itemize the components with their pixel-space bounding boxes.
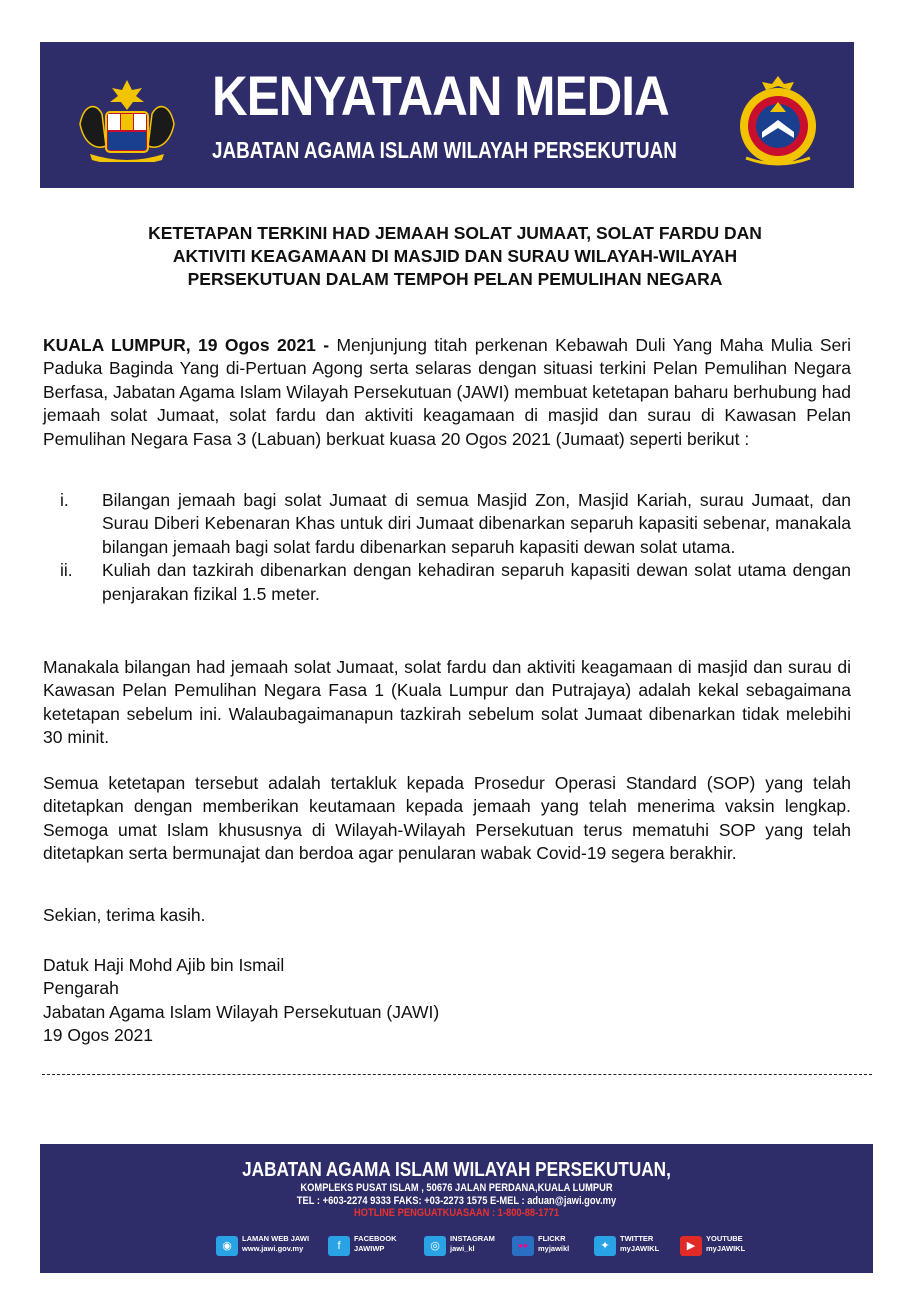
list-item: [43, 489, 851, 559]
list-item: [43, 559, 851, 606]
signatory-organization: Jabatan Agama Islam Wilayah Persekutuan (JAWI): [43, 1001, 440, 1022]
signatory-position: Pengarah: [43, 978, 119, 999]
youtube-icon: ▶: [680, 1236, 702, 1256]
social-links: [216, 1232, 776, 1262]
social-value: myjawikl: [538, 1244, 570, 1253]
footer-hotline: HOTLINE PENGUATKUASAAN : 1-800-88-1771: [353, 1207, 560, 1219]
heading-line: AKTIVITI KEAGAMAAN DI MASJID DAN SURAU WILAYAH-WILAYAH: [172, 246, 738, 266]
list-number: i.: [60, 490, 69, 510]
signatory-name: Datuk Haji Mohd Ajib bin Ismail: [43, 955, 285, 975]
jawi-logo-icon: [736, 72, 820, 168]
header-banner: [40, 42, 854, 188]
footer-address: KOMPLEKS PUSAT ISLAM , 50676 JALAN PERDANA,KUALA LUMPUR: [300, 1182, 613, 1194]
intro-paragraph: [43, 334, 851, 451]
list-text: Bilangan jemaah bagi solat Jumaat di semua Masjid Zon, Masjid Kariah, surau Jumaat, dan Surau Diberi Kebenaran Khas untuk diri Jumaat dibenarkan separuh kapasiti sebenar, manakala bilangan jemaah bagi solat fardu dibenarkan separuh kapasiti dewan solat utama.: [102, 490, 851, 557]
flickr-icon: ●●: [512, 1236, 534, 1256]
signature-block: [43, 954, 439, 1048]
footer-org-name: JABATAN AGAMA ISLAM WILAYAH PERSEKUTUAN,: [242, 1159, 671, 1181]
heading-line: PERSEKUTUAN DALAM TEMPOH PELAN PEMULIHAN NEGARA: [187, 269, 723, 289]
header-subtitle: JABATAN AGAMA ISLAM WILAYAH PERSEKUTUAN: [212, 137, 677, 163]
footer-contact: TEL : +603-2274 9333 FAKS: +03-2273 1575 E-MEL : aduan@jawi.gov.my: [296, 1195, 617, 1207]
divider: [42, 1074, 872, 1075]
list-text: Kuliah dan tazkirah dibenarkan dengan kehadiran separuh kapasiti dewan solat utama dengan penjarakan fizikal 1.5 meter.: [102, 560, 851, 604]
footer-banner: [40, 1144, 873, 1273]
social-value: myJAWIKL: [620, 1244, 660, 1253]
heading-line: KETETAPAN TERKINI HAD JEMAAH SOLAT JUMAAT, SOLAT FARDU DAN: [148, 223, 762, 243]
sop-paragraph: Semua ketetapan tersebut adalah tertakluk kepada Prosedur Operasi Standard (SOP) yang telah ditetapkan dengan memberikan keutamaan kepada jemaah yang telah menerima vaksin lengkap. Semoga umat Islam khususnya di Wilayah-Wilayah Persekutuan terus mematuhi SOP yang telah ditetapkan serta bermunajat dan berdoa agar penularan wabak Covid-19 segera berakhir.: [43, 773, 851, 864]
social-value: www.jawi.gov.my: [242, 1244, 304, 1253]
facebook-icon: f: [328, 1236, 350, 1256]
social-label: YOUTUBE: [706, 1234, 743, 1243]
social-value: jawi_kl: [450, 1244, 475, 1253]
social-label: INSTAGRAM: [450, 1234, 495, 1243]
list-number: ii.: [60, 560, 73, 581]
directive-list: [43, 489, 851, 606]
instagram-icon: ◎: [424, 1236, 446, 1256]
social-label: FLICKR: [538, 1234, 566, 1243]
twitter-icon: ✦: [594, 1236, 616, 1256]
social-label: FACEBOOK: [354, 1234, 397, 1243]
closing-text: Sekian, terima kasih.: [43, 905, 206, 925]
phase1-paragraph: Manakala bilangan had jemaah solat Jumaat, solat fardu dan aktiviti keagamaan di masjid dan surau di Kawasan Pelan Pemulihan Negara Fasa 1 (Kuala Lumpur dan Putrajaya) adalah kekal sebagaimana ketetapan sebelum ini. Walaubagaimanapun tazkirah sebelum solat Jumaat dibenarkan tidak melebihi 30 minit.: [43, 657, 851, 748]
malaysia-coat-of-arms-icon: [74, 74, 180, 162]
intro-text: Menjunjung titah perkenan Kebawah Duli Yang Maha Mulia Seri Paduka Baginda Yang di-Pertuan Agong serta selaras dengan situasi terkini Pelan Pemulihan Negara Berfasa, Jabatan Agama Islam Wilayah Persekutuan (JAWI) membuat ketetapan baharu berhubung had jemaah solat Jumaat, solat fardu dan aktiviti keagamaan di masjid dan surau di Kawasan Pelan Pemulihan Negara Fasa 3 (Labuan) berkuat kuasa 20 Ogos 2021 (Jumaat) seperti berikut :: [43, 335, 851, 449]
social-label: LAMAN WEB JAWI: [242, 1234, 310, 1243]
header-title: KENYATAAN MEDIA: [212, 64, 669, 127]
statement-heading: [60, 222, 850, 291]
globe-icon: ◉: [216, 1236, 238, 1256]
signature-date: 19 Ogos 2021: [43, 1025, 153, 1046]
dateline: KUALA LUMPUR, 19 Ogos 2021 -: [43, 335, 330, 355]
social-value: myJAWIKL: [706, 1244, 746, 1253]
social-label: TWITTER: [620, 1234, 654, 1243]
social-value: JAWIWP: [354, 1244, 385, 1253]
